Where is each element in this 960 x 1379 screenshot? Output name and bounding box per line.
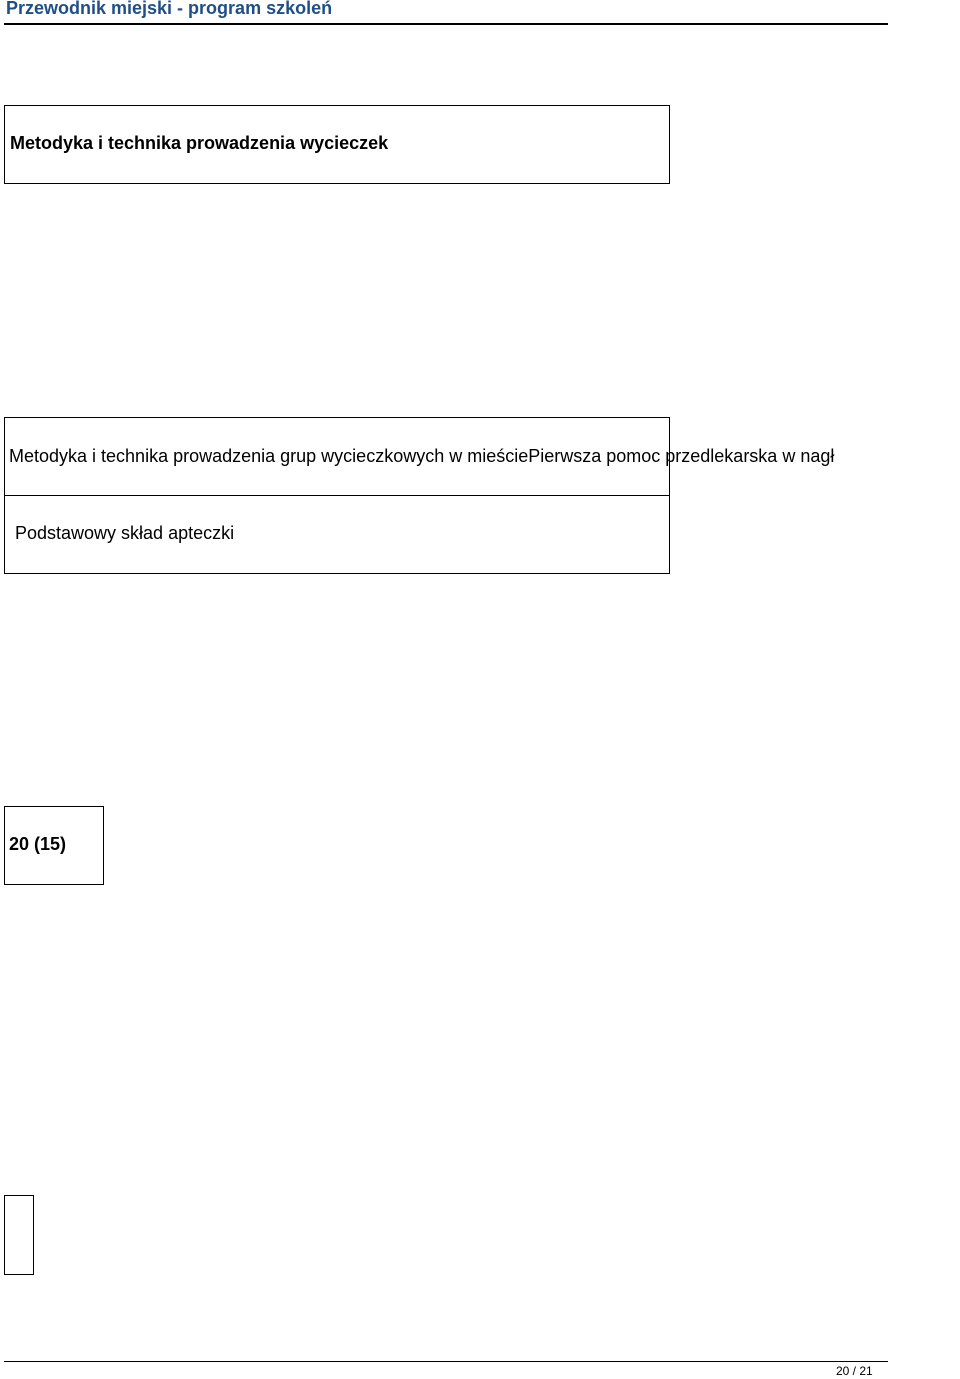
hours-value: 20 (15)	[9, 834, 67, 854]
topics-text: Metodyka i technika prowadzenia grup wycieczkowych w mieściePierwsza pomoc przedlekarska w nagł	[9, 446, 835, 466]
empty-cell	[4, 1195, 34, 1275]
first-aid-kit-label: Podstawowy skład apteczki	[15, 523, 235, 543]
course-title: Metodyka i technika prowadzenia wycieczek	[10, 133, 389, 153]
footer-divider	[4, 1361, 888, 1362]
first-aid-kit-cell	[4, 495, 670, 574]
document-header-title: Przewodnik miejski - program szkoleń	[6, 0, 333, 18]
hours-cell	[4, 806, 104, 885]
course-title-cell	[4, 105, 670, 184]
page-number: 20 / 21	[836, 1364, 873, 1378]
header-divider	[4, 23, 888, 25]
